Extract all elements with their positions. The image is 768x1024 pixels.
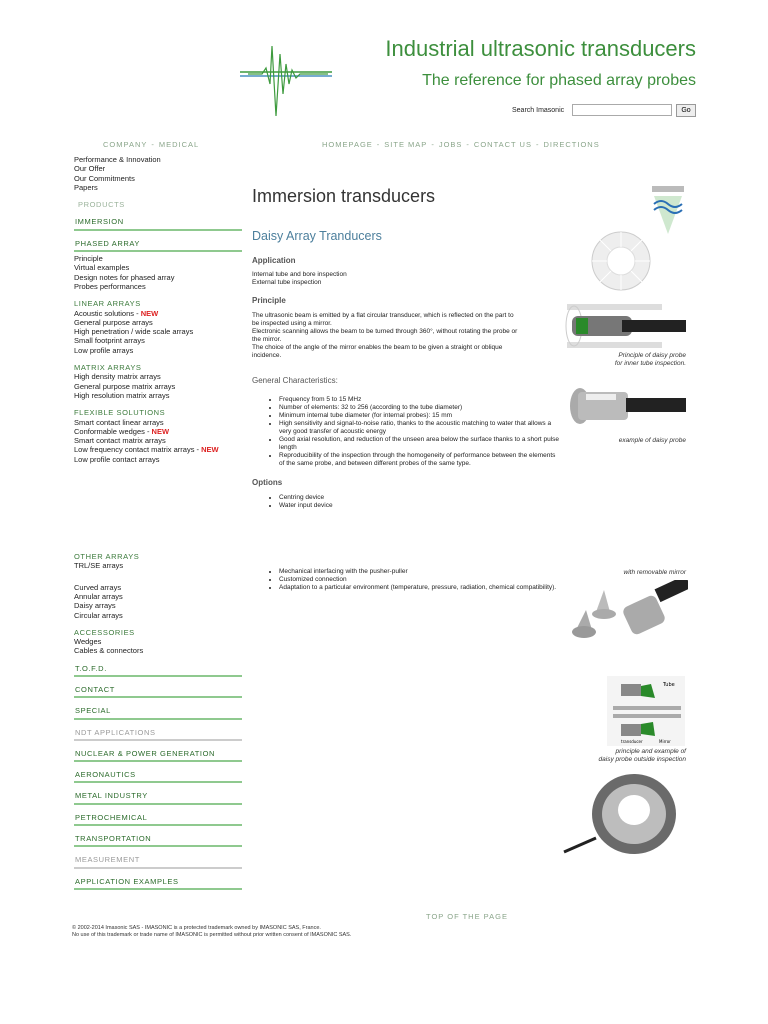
new-badge: NEW bbox=[140, 308, 159, 318]
sidebar bbox=[74, 155, 242, 890]
caption-example: example of daisy probe bbox=[618, 437, 686, 444]
sidebar-link-offer[interactable]: Our Offer bbox=[74, 164, 106, 174]
sidebar-accessories-heading: ACCESSORIES bbox=[74, 627, 135, 637]
sidebar-link-high-resolution[interactable]: High resolution matrix arrays bbox=[74, 390, 170, 400]
sidebar-ndt-heading: NDT APPLICATIONS bbox=[74, 726, 242, 741]
new-badge: NEW bbox=[151, 426, 170, 436]
sidebar-metal-industry[interactable]: METAL INDUSTRY bbox=[74, 789, 242, 804]
sidebar-link-label: General purpose arrays bbox=[74, 317, 153, 327]
sidebar-link-flexible-4[interactable] bbox=[74, 455, 242, 464]
sidebar-special[interactable]: SPECIAL bbox=[74, 704, 242, 719]
sidebar-link-label: Smart contact matrix arrays bbox=[74, 436, 166, 446]
caption-outside-inspection bbox=[580, 748, 686, 764]
sidebar-link-daisy[interactable]: Daisy arrays bbox=[74, 601, 116, 611]
caption-inner-tube bbox=[580, 352, 686, 368]
sidebar-link-circular[interactable]: Circular arrays bbox=[74, 610, 123, 620]
site-subtitle: The reference for phased array probes bbox=[422, 72, 696, 89]
search-form bbox=[470, 104, 696, 118]
sidebar-link-probes-performances[interactable]: Probes performances bbox=[74, 281, 146, 291]
site-title: Industrial ultrasonic transducers bbox=[385, 36, 696, 61]
sidebar-link-general-matrix[interactable]: General purpose matrix arrays bbox=[74, 381, 176, 391]
sidebar-other-heading: OTHER ARRAYS bbox=[74, 552, 140, 562]
sidebar-flexible-list bbox=[74, 418, 242, 464]
probe-example-image bbox=[566, 380, 686, 430]
caption-line: principle and example of bbox=[615, 748, 686, 755]
options-item: • Adaptation to a particular environment (temperature, pressure, radiation, chemical compatibility). bbox=[279, 584, 562, 592]
sidebar-link-linear-4[interactable] bbox=[74, 346, 242, 355]
sidebar-tofd[interactable]: T.O.F.D. bbox=[74, 662, 242, 677]
principle-line: The choice of the angle of the mirror enables the beam to be given a straight or oblique bbox=[252, 344, 503, 351]
footer bbox=[72, 925, 351, 939]
principle-line: incidence. bbox=[252, 352, 282, 359]
footer-copyright: © 2002-2014 Imasonic SAS - IMASONIC is a protected trademark owned by IMASONIC SAS, France. bbox=[72, 925, 321, 931]
sidebar-link-high-density[interactable]: High density matrix arrays bbox=[74, 372, 161, 382]
footer-trademark: No use of this trademark or trade name of IMASONIC is permitted without prior written consent of IMASONIC SAS. bbox=[72, 932, 352, 938]
sidebar-link-linear-0[interactable] bbox=[74, 309, 242, 318]
sidebar-link-linear-2[interactable] bbox=[74, 327, 242, 336]
sidebar-link-performance[interactable]: Performance & Innovation bbox=[74, 155, 161, 164]
sidebar-transportation[interactable]: TRANSPORTATION bbox=[74, 832, 242, 847]
topnav-left: COMPANY - MEDICAL bbox=[103, 140, 200, 149]
application-line: Internal tube and bore inspection bbox=[252, 271, 347, 278]
principle-line: be inspected using a mirror. bbox=[252, 320, 332, 327]
sidebar-link-label: Acoustic solutions - bbox=[74, 308, 141, 318]
sidebar-link-flexible-3[interactable] bbox=[74, 445, 242, 454]
sidebar-link-label: Low frequency contact matrix arrays - bbox=[74, 445, 202, 455]
options-title: Options bbox=[252, 478, 283, 487]
sidebar-phased-array[interactable]: PHASED ARRAY bbox=[74, 237, 242, 252]
sidebar-link-curved[interactable]: Curved arrays bbox=[74, 582, 122, 592]
sidebar-link-label: Smart contact linear arrays bbox=[74, 417, 164, 427]
diagram-label-mirror: Mirror bbox=[659, 739, 671, 744]
nav-directions[interactable]: DIRECTIONS bbox=[543, 140, 600, 149]
sidebar-link-cables[interactable]: Cables & connectors bbox=[74, 646, 144, 656]
general-list bbox=[252, 396, 562, 468]
diagram-label-transducer: transducer bbox=[621, 739, 643, 744]
application-title: Application bbox=[252, 256, 296, 265]
top-of-page-link[interactable]: TOP OF THE PAGE bbox=[426, 912, 508, 921]
options-item: • Customized connection bbox=[279, 576, 562, 584]
removable-mirror-image bbox=[566, 580, 688, 644]
principle-line: The ultrasonic beam is emitted by a flat circular transducer, which is reflected on the part to bbox=[252, 312, 514, 319]
general-item: • High sensitivity and signal-to-noise ratio, thanks to the acoustic matching to water that allows a very good transfer of acoustic energy bbox=[279, 420, 562, 436]
options-item: • Centring device bbox=[279, 494, 562, 502]
sidebar-link-flexible-1[interactable] bbox=[74, 427, 242, 436]
caption-line: daisy probe outside inspection bbox=[598, 756, 686, 763]
sidebar-contact[interactable]: CONTACT bbox=[74, 683, 242, 698]
sidebar-link-label: Low profile arrays bbox=[74, 345, 134, 355]
nav-contact-us[interactable]: CONTACT US bbox=[473, 140, 532, 149]
page-title: Immersion transducers bbox=[252, 186, 436, 206]
principle-line: the mirror. bbox=[252, 336, 282, 343]
diagram-label-tube: Tube bbox=[663, 682, 675, 688]
general-item: • Frequency from 5 to 15 MHz bbox=[279, 396, 562, 404]
sidebar-link-principle[interactable]: Principle bbox=[74, 254, 103, 264]
options-list-2 bbox=[252, 568, 562, 592]
probe-inner-tube-image bbox=[562, 300, 688, 352]
sidebar-products-heading: PRODUCTS bbox=[78, 200, 125, 210]
sidebar-matrix-heading: MATRIX ARRAYS bbox=[74, 363, 142, 373]
caption-line: Principle of daisy probe bbox=[618, 352, 686, 359]
nav-medical[interactable]: MEDICAL bbox=[158, 140, 200, 149]
sidebar-nuclear[interactable]: NUCLEAR & POWER GENERATION bbox=[74, 747, 242, 762]
small-logo-icon bbox=[650, 186, 686, 236]
caption-line: for inner tube inspection. bbox=[614, 360, 686, 367]
nav-jobs[interactable]: JOBS bbox=[438, 140, 463, 149]
sidebar-link-wedges[interactable]: Wedges bbox=[74, 637, 102, 647]
sidebar-link-flexible-0[interactable] bbox=[74, 418, 242, 427]
sidebar-flexible-heading: FLEXIBLE SOLUTIONS bbox=[74, 408, 166, 418]
ring-probe-image bbox=[562, 768, 686, 860]
daisy-array-diagram bbox=[590, 230, 652, 292]
sidebar-link-label: Small footprint arrays bbox=[74, 336, 145, 346]
search-label: Search Imasonic bbox=[512, 107, 565, 114]
sidebar-link-label: Conformable wedges - bbox=[74, 426, 152, 436]
search-input[interactable] bbox=[572, 104, 672, 116]
sidebar-link-design-notes[interactable]: Design notes for phased array bbox=[74, 272, 175, 282]
sidebar-link-annular[interactable]: Annular arrays bbox=[74, 591, 123, 601]
caption-removable-mirror: with removable mirror bbox=[623, 569, 686, 576]
sidebar-link-linear-1[interactable] bbox=[74, 318, 242, 327]
new-badge: NEW bbox=[201, 445, 219, 455]
main-content bbox=[252, 186, 562, 591]
sidebar-spacer bbox=[74, 571, 242, 583]
sidebar-link-linear-3[interactable] bbox=[74, 336, 242, 345]
nav-homepage[interactable]: HOMEPAGE bbox=[322, 140, 373, 149]
sidebar-link-papers[interactable]: Papers bbox=[74, 182, 98, 192]
outside-inspection-diagram bbox=[607, 676, 685, 746]
general-item: • Number of elements: 32 to 256 (according to the tube diameter) bbox=[279, 404, 562, 412]
sidebar-link-flexible-2[interactable] bbox=[74, 436, 242, 445]
sidebar-link-label: High penetration / wide scale arrays bbox=[74, 327, 194, 337]
general-title: General Characteristics: bbox=[252, 376, 338, 385]
sidebar-linear-heading: LINEAR ARRAYS bbox=[74, 299, 141, 309]
sidebar-measurement-heading: MEASUREMENT bbox=[74, 853, 242, 868]
search-go-button[interactable]: Go bbox=[676, 104, 696, 117]
sidebar-link-trlse[interactable]: TRL/SE arrays bbox=[74, 561, 124, 571]
general-item: • Minimum internal tube diameter (for internal probes): 15 mm bbox=[279, 412, 562, 420]
options-list bbox=[252, 494, 562, 510]
options-item: • Mechanical interfacing with the pusher-puller bbox=[279, 568, 562, 576]
principle-line: Electronic scanning allows the beam to be turned through 360°, without rotating the probe or bbox=[252, 328, 518, 335]
nav-company[interactable]: COMPANY bbox=[103, 140, 148, 149]
sidebar-link-virtual-examples[interactable]: Virtual examples bbox=[74, 263, 130, 273]
sidebar-immersion[interactable]: IMMERSION bbox=[74, 215, 242, 230]
sidebar-application-examples[interactable]: APPLICATION EXAMPLES bbox=[74, 875, 242, 890]
sidebar-linear-list bbox=[74, 309, 242, 355]
application-line: External tube inspection bbox=[252, 279, 322, 286]
topnav-right: HOMEPAGE - SITE MAP - JOBS - CONTACT US - DIRECTIONS bbox=[322, 140, 600, 149]
application-text bbox=[252, 271, 347, 287]
sidebar-aeronautics[interactable]: AERONAUTICS bbox=[74, 768, 242, 783]
principle-title: Principle bbox=[252, 296, 286, 305]
nav-site-map[interactable]: SITE MAP bbox=[384, 140, 428, 149]
principle-text bbox=[252, 312, 562, 360]
sidebar-link-label: Low profile contact arrays bbox=[74, 454, 160, 464]
sidebar-link-commitments[interactable]: Our Commitments bbox=[74, 173, 135, 183]
sidebar-petrochemical[interactable]: PETROCHEMICAL bbox=[74, 811, 242, 826]
options-item: • Water input device bbox=[279, 502, 562, 510]
general-item: • Reproducibility of the inspection through the homogeneity of performance between the elements of the same probe, and between different probes of the same type. bbox=[279, 452, 562, 468]
page-subtitle: Daisy Array Tranducers bbox=[252, 229, 382, 243]
general-item: • Good axial resolution, and reduction of the unseen area below the surface thanks to a short pulse length bbox=[279, 436, 562, 452]
